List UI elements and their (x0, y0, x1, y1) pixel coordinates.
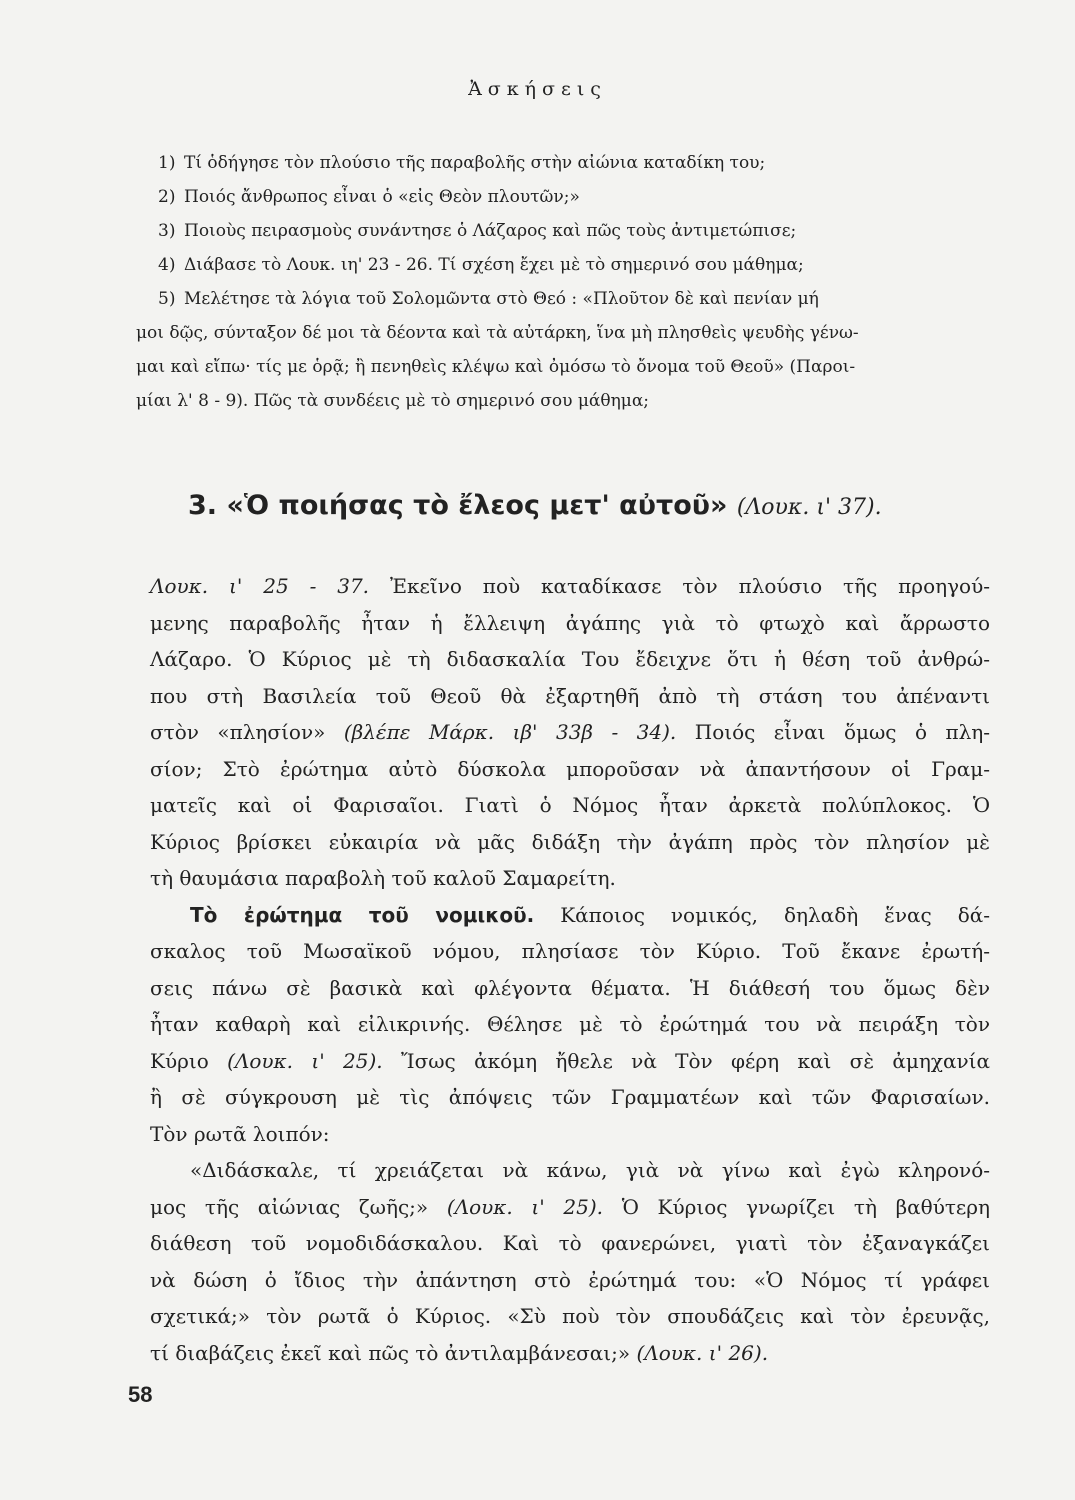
text-line: τὴ θαυμάσια παραβολὴ τοῦ καλοῦ Σαμαρείτη. (150, 866, 616, 890)
text-line: ματεῖς καὶ οἱ Φαρισαῖοι. Γιατὶ ὁ Νόμος ἦταν ἀρκετὰ πολύπλοκος. Ὁ (150, 793, 990, 817)
text-span: Κύριο (150, 1048, 209, 1073)
text-line: Κύριος βρίσκει εὐκαιρία νὰ μᾶς διδάξη τὴν ἀγάπη πρὸς τὸν πλησίον μὲ (150, 829, 990, 854)
exercise-number: 4) (158, 255, 176, 275)
section-title (188, 490, 988, 521)
exercise-item (136, 214, 976, 248)
exercises-heading: Ἀσκήσεις (468, 78, 607, 100)
text-line: σίον; Στὸ ἐρώτημα αὐτὸ δύσκολα μποροῦσαν νὰ ἀπαντήσουν οἱ Γραμ- (150, 756, 990, 781)
section-title-text: 3. «Ὁ ποιήσας τὸ ἔλεος μετ' αὐτοῦ» (188, 490, 728, 521)
text-span: στὸν «πλησίον» (150, 720, 326, 744)
text-line: «Διδάσκαλε, τί χρειάζεται νὰ κάνω, γιὰ νὰ γίνω καὶ ἐγὼ κληρονό- (190, 1158, 990, 1182)
exercise-text: Μελέτησε τὰ λόγια τοῦ Σολομῶντα στὸ Θεό : «Πλοῦτον δὲ καὶ πενίαν μή (184, 289, 819, 309)
exercise-item (136, 248, 976, 282)
text-line (150, 1189, 990, 1226)
subheading: Τὸ ἐρώτημα τοῦ νομικοῦ. (190, 902, 535, 927)
text-line: διάθεση τοῦ νομοδιδάσκαλου. Καὶ τὸ φανερώνει, γιατὶ τὸν ἐξαναγκάζει (150, 1231, 990, 1255)
text-line (150, 568, 990, 605)
text-span: τί διαβάζεις ἐκεῖ καὶ πῶς τὸ ἀντιλαμβάνεσαι;» (150, 1340, 631, 1365)
exercise-number: 5) (158, 289, 176, 309)
scripture-ref: (Λουκ. ι' 25). (227, 1048, 383, 1073)
text-span: Κάποιος νομικός, δηλαδὴ ἕνας δά- (560, 902, 991, 927)
body-text (150, 568, 990, 1371)
section-title-ref: (Λουκ. ι' 37). (736, 495, 882, 520)
exercise-continuation: μαι καὶ εἴπω· τίς με ὁρᾷ; ἢ πενηθεὶς κλέψω καὶ ὀμόσω τὸ ὄνομα τοῦ Θεοῦ» (Παροι- (136, 357, 856, 377)
text-line (150, 897, 990, 934)
exercise-item (136, 180, 976, 214)
text-line: μενης παραβολῆς ἦταν ἡ ἔλλειψη ἀγάπης γιὰ τὸ φτωχὸ καὶ ἄρρωστο (150, 610, 990, 635)
exercise-continuation: μίαι λ' 8 - 9). Πῶς τὰ συνδέεις μὲ τὸ σημερινό σου μάθημα; (136, 391, 650, 411)
exercise-number: 3) (158, 221, 176, 241)
text-line: νὰ δώση ὁ ἴδιος τὴν ἀπάντηση στὸ ἐρώτημά του: «Ὁ Νόμος τί γράφει (150, 1267, 990, 1292)
text-line: που στὴ Βασιλεία τοῦ Θεοῦ θὰ ἐξαρτηθῆ ἀπὸ τὴ στάση του ἀπέναντι (150, 683, 990, 708)
text-span: Ἐκεῖνο ποὺ καταδίκασε τὸν πλούσιο τῆς προηγού- (389, 574, 990, 598)
scripture-ref: (Λουκ. ι' 25). (446, 1194, 604, 1219)
exercises-list (136, 146, 976, 418)
scripture-ref: Λουκ. ι' 25 - 37. (150, 574, 370, 598)
text-line: Τὸν ρωτᾶ λοιπόν: (150, 1121, 330, 1146)
text-span: μος τῆς αἰώνιας ζωῆς;» (150, 1194, 429, 1219)
text-line: ἦταν καθαρὴ καὶ εἰλικρινής. Θέλησε μὲ τὸ ἐρώτημά του νὰ πειράξη τὸν (150, 1012, 990, 1036)
exercise-text: Τί ὁδήγησε τὸν πλούσιο τῆς παραβολῆς στὴν αἰώνια καταδίκη του; (184, 153, 766, 173)
text-span: Ὁ Κύριος γνωρίζει τὴ βαθύτερη (621, 1194, 991, 1219)
text-line (150, 1043, 990, 1080)
text-line (150, 1335, 990, 1372)
text-span: Ἴσως ἀκόμη ἤθελε νὰ Τὸν φέρη καὶ σὲ ἀμηχανία (400, 1048, 991, 1073)
exercise-text: Ποιοὺς πειρασμοὺς συνάντησε ὁ Λάζαρος καὶ πῶς τοὺς ἀντιμετώπισε; (184, 221, 797, 241)
text-span: Ποιός εἶναι ὅμως ὁ πλη- (694, 720, 991, 744)
text-line: σεις πάνω σὲ βασικὰ καὶ φλέγοντα θέματα. Ἡ διάθεσή του ὅμως δὲν (150, 975, 990, 1000)
text-line: σκαλος τοῦ Μωσαϊκοῦ νόμου, πλησίασε τὸν Κύριο. Τοῦ ἔκανε ἐρωτή- (150, 939, 990, 963)
page-number: 58 (128, 1382, 153, 1407)
exercise-continuation: μοι δῷς, σύνταξον δέ μοι τὰ δέοντα καὶ τὰ αὐτάρκη, ἵνα μὴ πλησθεὶς ψευδὴς γένω- (136, 323, 859, 343)
exercise-number: 2) (158, 187, 176, 207)
exercise-item (136, 282, 976, 316)
text-line: ἢ σὲ σύγκρουση μὲ τὶς ἀπόψεις τῶν Γραμματέων καὶ τῶν Φαρισαίων. (150, 1085, 990, 1109)
scripture-ref: (βλέπε Μάρκ. ιβ' 33β - 34). (343, 720, 677, 744)
exercise-item (136, 146, 976, 180)
text-line: σχετικά;» τὸν ρωτᾶ ὁ Κύριος. «Σὺ ποὺ τὸν σπουδάζεις καὶ τὸν ἐρευνᾷς, (150, 1304, 990, 1328)
text-line: Λάζαρο. Ὁ Κύριος μὲ τὴ διδασκαλία Του ἔδειχνε ὅτι ἡ θέση τοῦ ἀνθρώ- (150, 647, 990, 671)
exercise-text: Διάβασε τὸ Λουκ. ιη' 23 - 26. Τί σχέση ἔχει μὲ τὸ σημερινό σου μάθημα; (184, 255, 804, 275)
exercise-number: 1) (158, 153, 176, 173)
scripture-ref: (Λουκ. ι' 26). (636, 1340, 769, 1365)
exercise-text: Ποιός ἄνθρωπος εἶναι ὁ «εἰς Θεὸν πλουτῶν;» (184, 187, 580, 207)
text-line (150, 714, 990, 751)
